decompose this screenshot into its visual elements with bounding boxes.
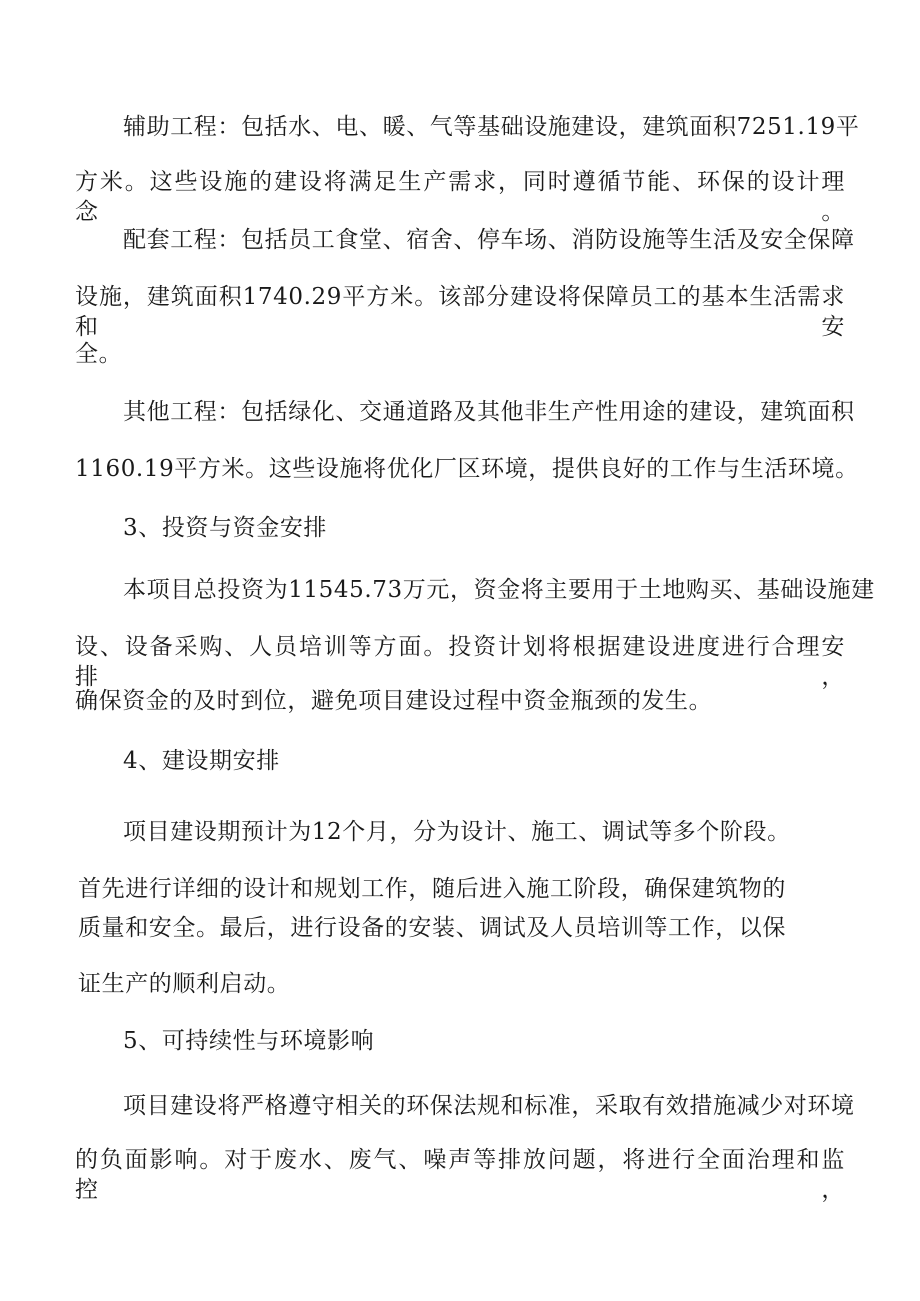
text-line-auxiliary-works-cont: 方米。这些设施的建设将满足生产需求，同时遵循节能、环保的设计理念。 bbox=[75, 169, 845, 225]
text-line-sustainability-cont: 的负面影响。对于废水、废气、噪声等排放问题，将进行全面治理和监控， bbox=[75, 1147, 845, 1203]
text-line-other-works: 其他工程：包括绿化、交通道路及其他非生产性用途的建设，建筑面积 bbox=[123, 399, 855, 425]
text-line-supporting-works-end: 全。 bbox=[75, 341, 123, 367]
text-line-investment: 本项目总投资为11545.73万元，资金将主要用于土地购买、基础设施建 bbox=[123, 577, 875, 603]
text-line-supporting-works: 配套工程：包括员工食堂、宿舍、停车场、消防设施等生活及安全保障 bbox=[123, 227, 855, 253]
section-heading-sustainability: 5、可持续性与环境影响 bbox=[123, 1028, 375, 1054]
text-line-investment-end: 确保资金的及时到位，避免项目建设过程中资金瓶颈的发生。 bbox=[75, 688, 713, 714]
text-line-other-works-cont: 1160.19平方米。这些设施将优化厂区环境，提供良好的工作与生活环境。 bbox=[75, 456, 859, 482]
text-line-construction-steps-end: 证生产的顺利启动。 bbox=[78, 971, 291, 997]
text-line-auxiliary-works: 辅助工程：包括水、电、暖、气等基础设施建设，建筑面积7251.19平 bbox=[123, 114, 860, 140]
text-line-sustainability: 项目建设将严格遵守相关的环保法规和标准，采取有效措施减少对环境 bbox=[123, 1093, 855, 1119]
text-line-construction-steps: 首先进行详细的设计和规划工作，随后进入施工阶段，确保建筑物的 bbox=[78, 876, 786, 902]
text-line-supporting-works-cont: 设施，建筑面积1740.29平方米。该部分建设将保障员工的基本生活需求和安 bbox=[75, 284, 845, 340]
text-line-investment-cont: 设、设备采购、人员培训等方面。投资计划将根据建设进度进行合理安排， bbox=[75, 634, 845, 690]
text-line-construction-period: 项目建设期预计为12个月，分为设计、施工、调试等多个阶段。 bbox=[123, 819, 791, 845]
text-line-construction-steps-cont: 质量和安全。最后，进行设备的安装、调试及人员培训等工作，以保 bbox=[78, 915, 786, 941]
section-heading-investment: 3、投资与资金安排 bbox=[123, 515, 328, 541]
section-heading-construction-period: 4、建设期安排 bbox=[123, 748, 280, 774]
